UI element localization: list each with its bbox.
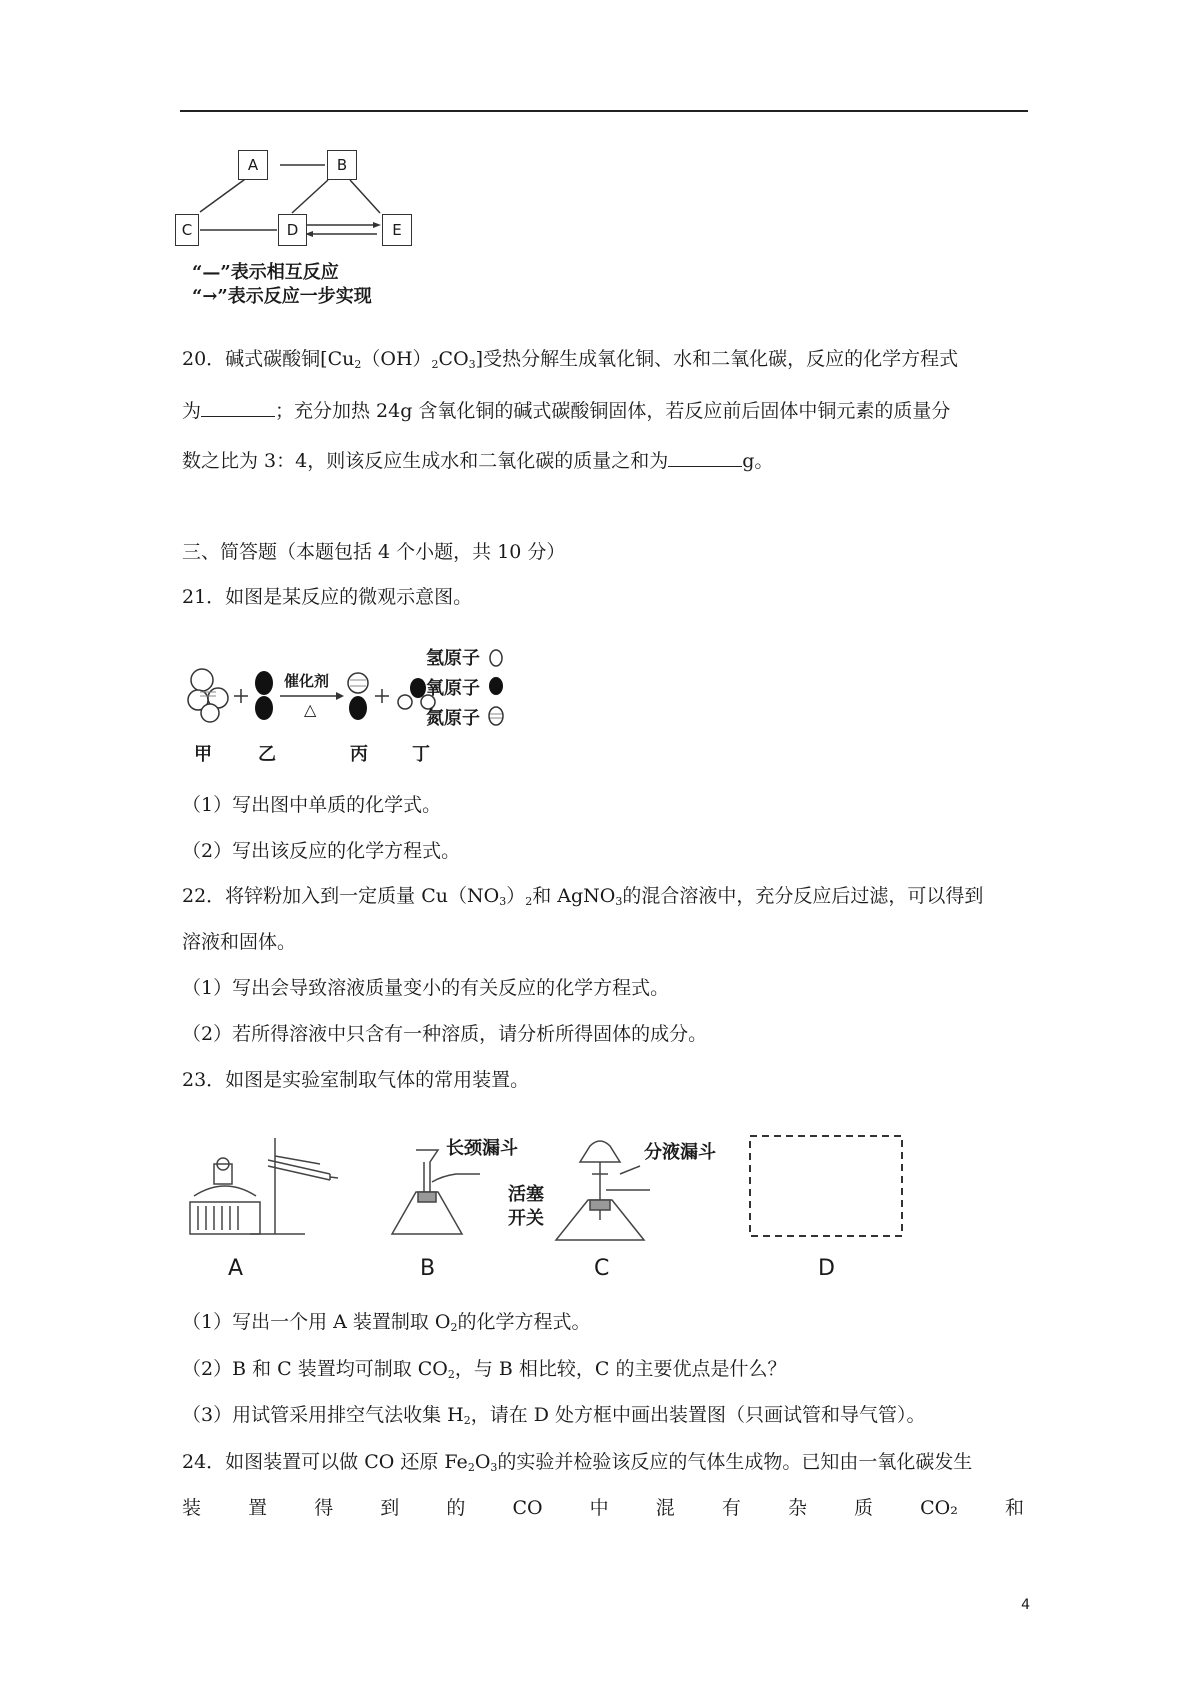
caption-c: C <box>594 1256 610 1281</box>
q24-line1: 24．如图装置可以做 CO 还原 $Fe_2O_3$的实验并检验该反应的气体生成物。已知由一氧化碳发生 <box>182 1451 973 1474</box>
label-bing: 丙 <box>350 744 368 765</box>
section-heading: 三、简答题（本题包括 4 个小题，共 10 分） <box>182 541 566 563</box>
q24-word: 中 <box>589 1497 609 1519</box>
molecules-svg <box>180 636 560 766</box>
q20-line1: 20．碱式碳酸铜$[Cu_2(OH)_2CO_3]$受热分解生成氧化铜、水和二氧化碳，反应的化学方程式 <box>182 348 959 371</box>
label-yi: 乙 <box>258 744 276 765</box>
apparatus-d-box <box>750 1136 902 1236</box>
page-number: 4 <box>1021 1597 1030 1613</box>
legend-oxygen: 氧原子 <box>426 678 480 699</box>
legend-one-step: “→”表示反应一步实现 <box>192 286 372 307</box>
q24-word: 质 <box>854 1497 874 1519</box>
q21-stem: 21．如图是某反应的微观示意图。 <box>182 586 473 608</box>
caption-b: B <box>420 1256 436 1281</box>
q20-line3: 数之比为 3：4，则该反应生成水和二氧化碳的质量之和为 g。 <box>182 450 774 472</box>
q24-line2 <box>182 1499 1024 1518</box>
q23-sub3: （3）用试管采用排空气法收集 $H_2$，请在 D 处方框中画出装置图（只画试管和导气管）。 <box>182 1404 926 1427</box>
q24-word: 杂 <box>787 1497 807 1519</box>
q20-line2: 为 ；充分加热 24g 含氧化铜的碱式碳酸铜固体，若反应前后固体中铜元素的质量分 <box>182 400 951 422</box>
q24-word: 的 <box>446 1497 466 1519</box>
label-separatory-funnel: 分液漏斗 <box>644 1142 716 1163</box>
label-long-neck-funnel: 长颈漏斗 <box>446 1138 518 1159</box>
caption-d: D <box>818 1256 835 1281</box>
node-c: C <box>175 214 199 246</box>
q22-sub1: （1）写出会导致溶液质量变小的有关反应的化学方程式。 <box>182 977 670 999</box>
caption-a: A <box>228 1256 244 1281</box>
q24-word: 到 <box>380 1497 400 1519</box>
node-b: B <box>327 150 357 180</box>
q24-word: 有 <box>721 1497 741 1519</box>
q24-word: CO <box>512 1497 543 1519</box>
q21-sub1: （1）写出图中单质的化学式。 <box>182 794 442 816</box>
label-ding: 丁 <box>412 744 430 765</box>
label-jia: 甲 <box>194 744 212 765</box>
heat-symbol: △ <box>304 700 317 719</box>
q24-word: 置 <box>248 1497 268 1519</box>
answer-blank-equation[interactable] <box>201 400 275 417</box>
q22-sub2: （2）若所得溶液中只含有一种溶质，请分析所得固体的成分。 <box>182 1023 708 1045</box>
node-d: D <box>278 214 307 246</box>
q24-word: 装 <box>182 1497 202 1519</box>
network-lines <box>180 150 460 260</box>
q23-sub1: （1）写出一个用 A 装置制取 $O_2$的化学方程式。 <box>182 1311 591 1334</box>
q24-word: 得 <box>314 1497 334 1519</box>
label-valve-1: 活塞 <box>508 1184 544 1205</box>
apparatus-c <box>556 1141 650 1240</box>
q22-line1: 22．将锌粉加入到一定质量 $Cu(NO_3)_2$和 AgNO$_3$的混合溶液中，充分反应后过滤，可以得到 <box>182 885 984 908</box>
header-rule <box>180 110 1028 112</box>
node-a: A <box>238 150 268 180</box>
legend-hydrogen: 氢原子 <box>426 648 480 669</box>
q23-stem: 23．如图是实验室制取气体的常用装置。 <box>182 1069 530 1091</box>
label-valve-2: 开关 <box>508 1208 544 1229</box>
q24-word: 和 <box>1004 1497 1024 1519</box>
answer-blank-mass[interactable] <box>668 450 742 467</box>
q22-line2: 溶液和固体。 <box>182 931 297 953</box>
apparatus-a <box>190 1138 338 1234</box>
q21-sub2: （2）写出该反应的化学方程式。 <box>182 840 461 862</box>
legend-mutual-reaction: “—”表示相互反应 <box>192 262 339 283</box>
legend-nitrogen: 氮原子 <box>426 708 480 729</box>
q24-word: 混 <box>655 1497 675 1519</box>
gas-apparatus-figure <box>180 1130 1020 1290</box>
reaction-network-diagram <box>180 150 460 330</box>
molecular-reaction-diagram <box>180 636 560 766</box>
catalyst-label: 催化剂 <box>284 672 330 690</box>
node-e: E <box>382 214 412 246</box>
apparatus-b <box>392 1150 480 1234</box>
q23-sub2: （2）B 和 C 装置均可制取 $CO_2$，与 B 相比较，C 的主要优点是什么？ <box>182 1358 787 1381</box>
q24-word: CO₂ <box>920 1497 958 1519</box>
